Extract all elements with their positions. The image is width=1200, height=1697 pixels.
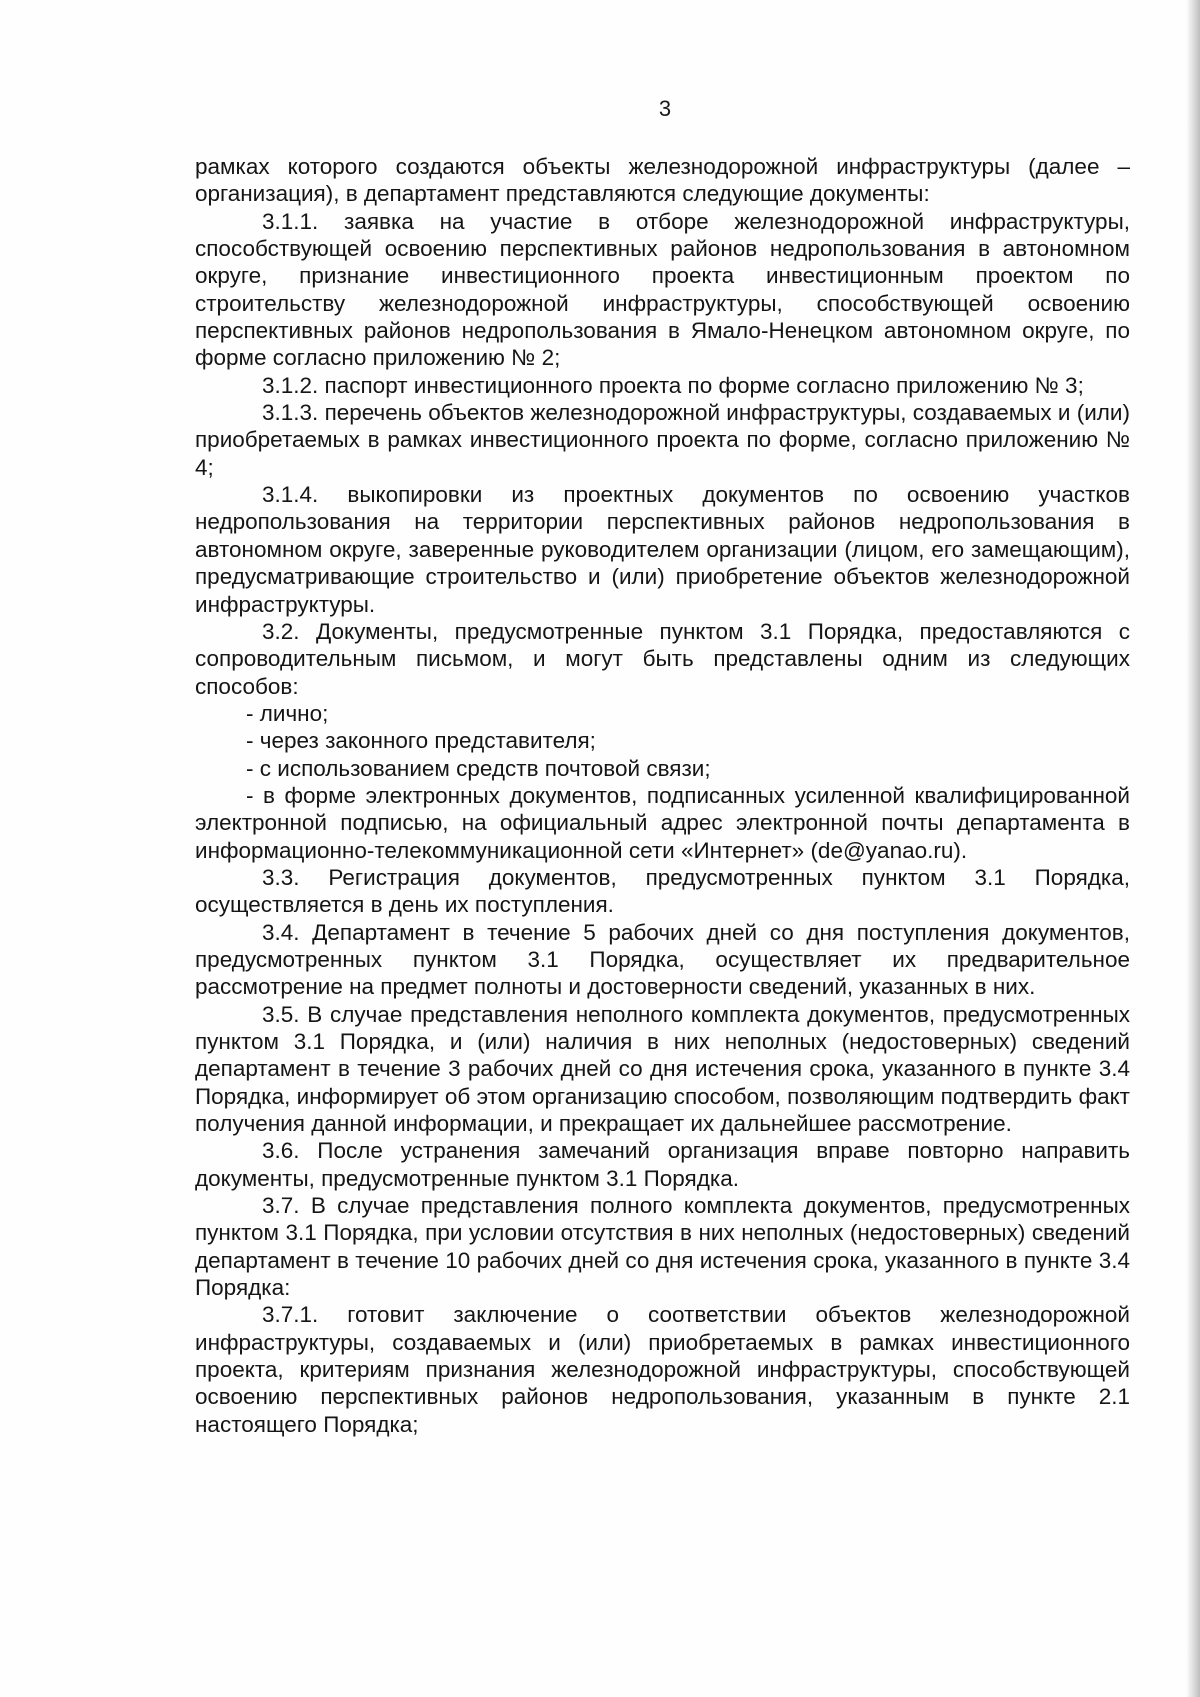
paragraph-intro-continuation: рамках которого создаются объекты железнодорожной инфраструктуры (далее – организация), в департамент представляются следующие документы:	[195, 154, 1130, 207]
paragraph-3-4: 3.4. Департамент в течение 5 рабочих дней со дня поступления документов, предусмотренных пунктом 3.1 Порядка, осуществляет их предварительное рассмотрение на предмет полноты и достоверности сведений, указанных в них.	[195, 919, 1130, 1000]
page-number: 3	[658, 96, 672, 121]
list-item-in-person: - лично;	[246, 700, 329, 726]
paragraph-3-7-1: 3.7.1. готовит заключение о соответствии объектов железнодорожной инфраструктуры, создаваемых и (или) приобретаемых в рамках инвестиционного проекта, критериям признания железнодорожной инфраструктуры, способствующей освоению перспективных районов недропользования, указанным в пункте 2.1 настоящего Порядка;	[195, 1302, 1130, 1437]
paragraph-3-1-2: 3.1.2. паспорт инвестиционного проекта по форме согласно приложению № 3;	[262, 372, 1084, 398]
paragraph-3-3: 3.3. Регистрация документов, предусмотренных пунктом 3.1 Порядка, осуществляется в день их поступления.	[195, 864, 1130, 918]
page-edge-shadow	[1186, 0, 1200, 1697]
paragraph-3-5: 3.5. В случае представления неполного комплекта документов, предусмотренных пунктом 3.1 Порядка, и (или) наличия в них неполных (недостоверных) сведений департамент в течение 3 рабочих дней со дня истечения срока, указанного в пункте 3.4 Порядка, информирует об этом организацию способом, позволяющим подтвердить факт получения данной информации, и прекращает их дальнейшее рассмотрение.	[195, 1001, 1130, 1137]
paragraph-3-1-3: 3.1.3. перечень объектов железнодорожной инфраструктуры, создаваемых и (или) приобретаемых в рамках инвестиционного проекта по форме, согласно приложению № 4;	[195, 400, 1130, 480]
paragraph-3-6: 3.6. После устранения замечаний организация вправе повторно направить документы, предусмотренные пунктом 3.1 Порядка.	[195, 1138, 1130, 1191]
list-item-representative: - через законного представителя;	[246, 728, 596, 754]
list-item-postal: - с использованием средств почтовой связи;	[246, 755, 711, 781]
document-body	[195, 153, 1130, 1438]
paragraph-3-1-1: 3.1.1. заявка на участие в отборе железнодорожной инфраструктуры, способствующей освоению перспективных районов недропользования в автономном округе, признание инвестиционного проекта инвестиционным проектом по строительству железнодорожной инфраструктуры, способствующей освоению перспективных районов недропользования в Ямало-Ненецком автономном округе, по форме согласно приложению № 2;	[195, 208, 1130, 371]
paragraph-3-1-4: 3.1.4. выкопировки из проектных документов по освоению участков недропользования на территории перспективных районов недропользования в автономном округе, заверенные руководителем организации (лицом, его замещающим), предусматривающие строительство и (или) приобретение объектов железнодорожной инфраструктуры.	[195, 482, 1130, 617]
list-item-electronic: - в форме электронных документов, подписанных усиленной квалифицированной электронной подписью, на официальный адрес электронной почты департамента в информационно-телекоммуникационной сети «Интернет» (de@yanao.ru).	[195, 782, 1130, 863]
paragraph-3-7: 3.7. В случае представления полного комплекта документов, предусмотренных пунктом 3.1 Порядка, при условии отсутствия в них неполных (недостоверных) сведений департамент в течение 10 рабочих дней со дня истечения срока, указанного в пункте 3.4 Порядка:	[195, 1193, 1130, 1301]
paragraph-3-2: 3.2. Документы, предусмотренные пунктом 3.1 Порядка, предоставляются с сопроводительным письмом, и могут быть представлены одним из следующих способов:	[195, 618, 1130, 699]
